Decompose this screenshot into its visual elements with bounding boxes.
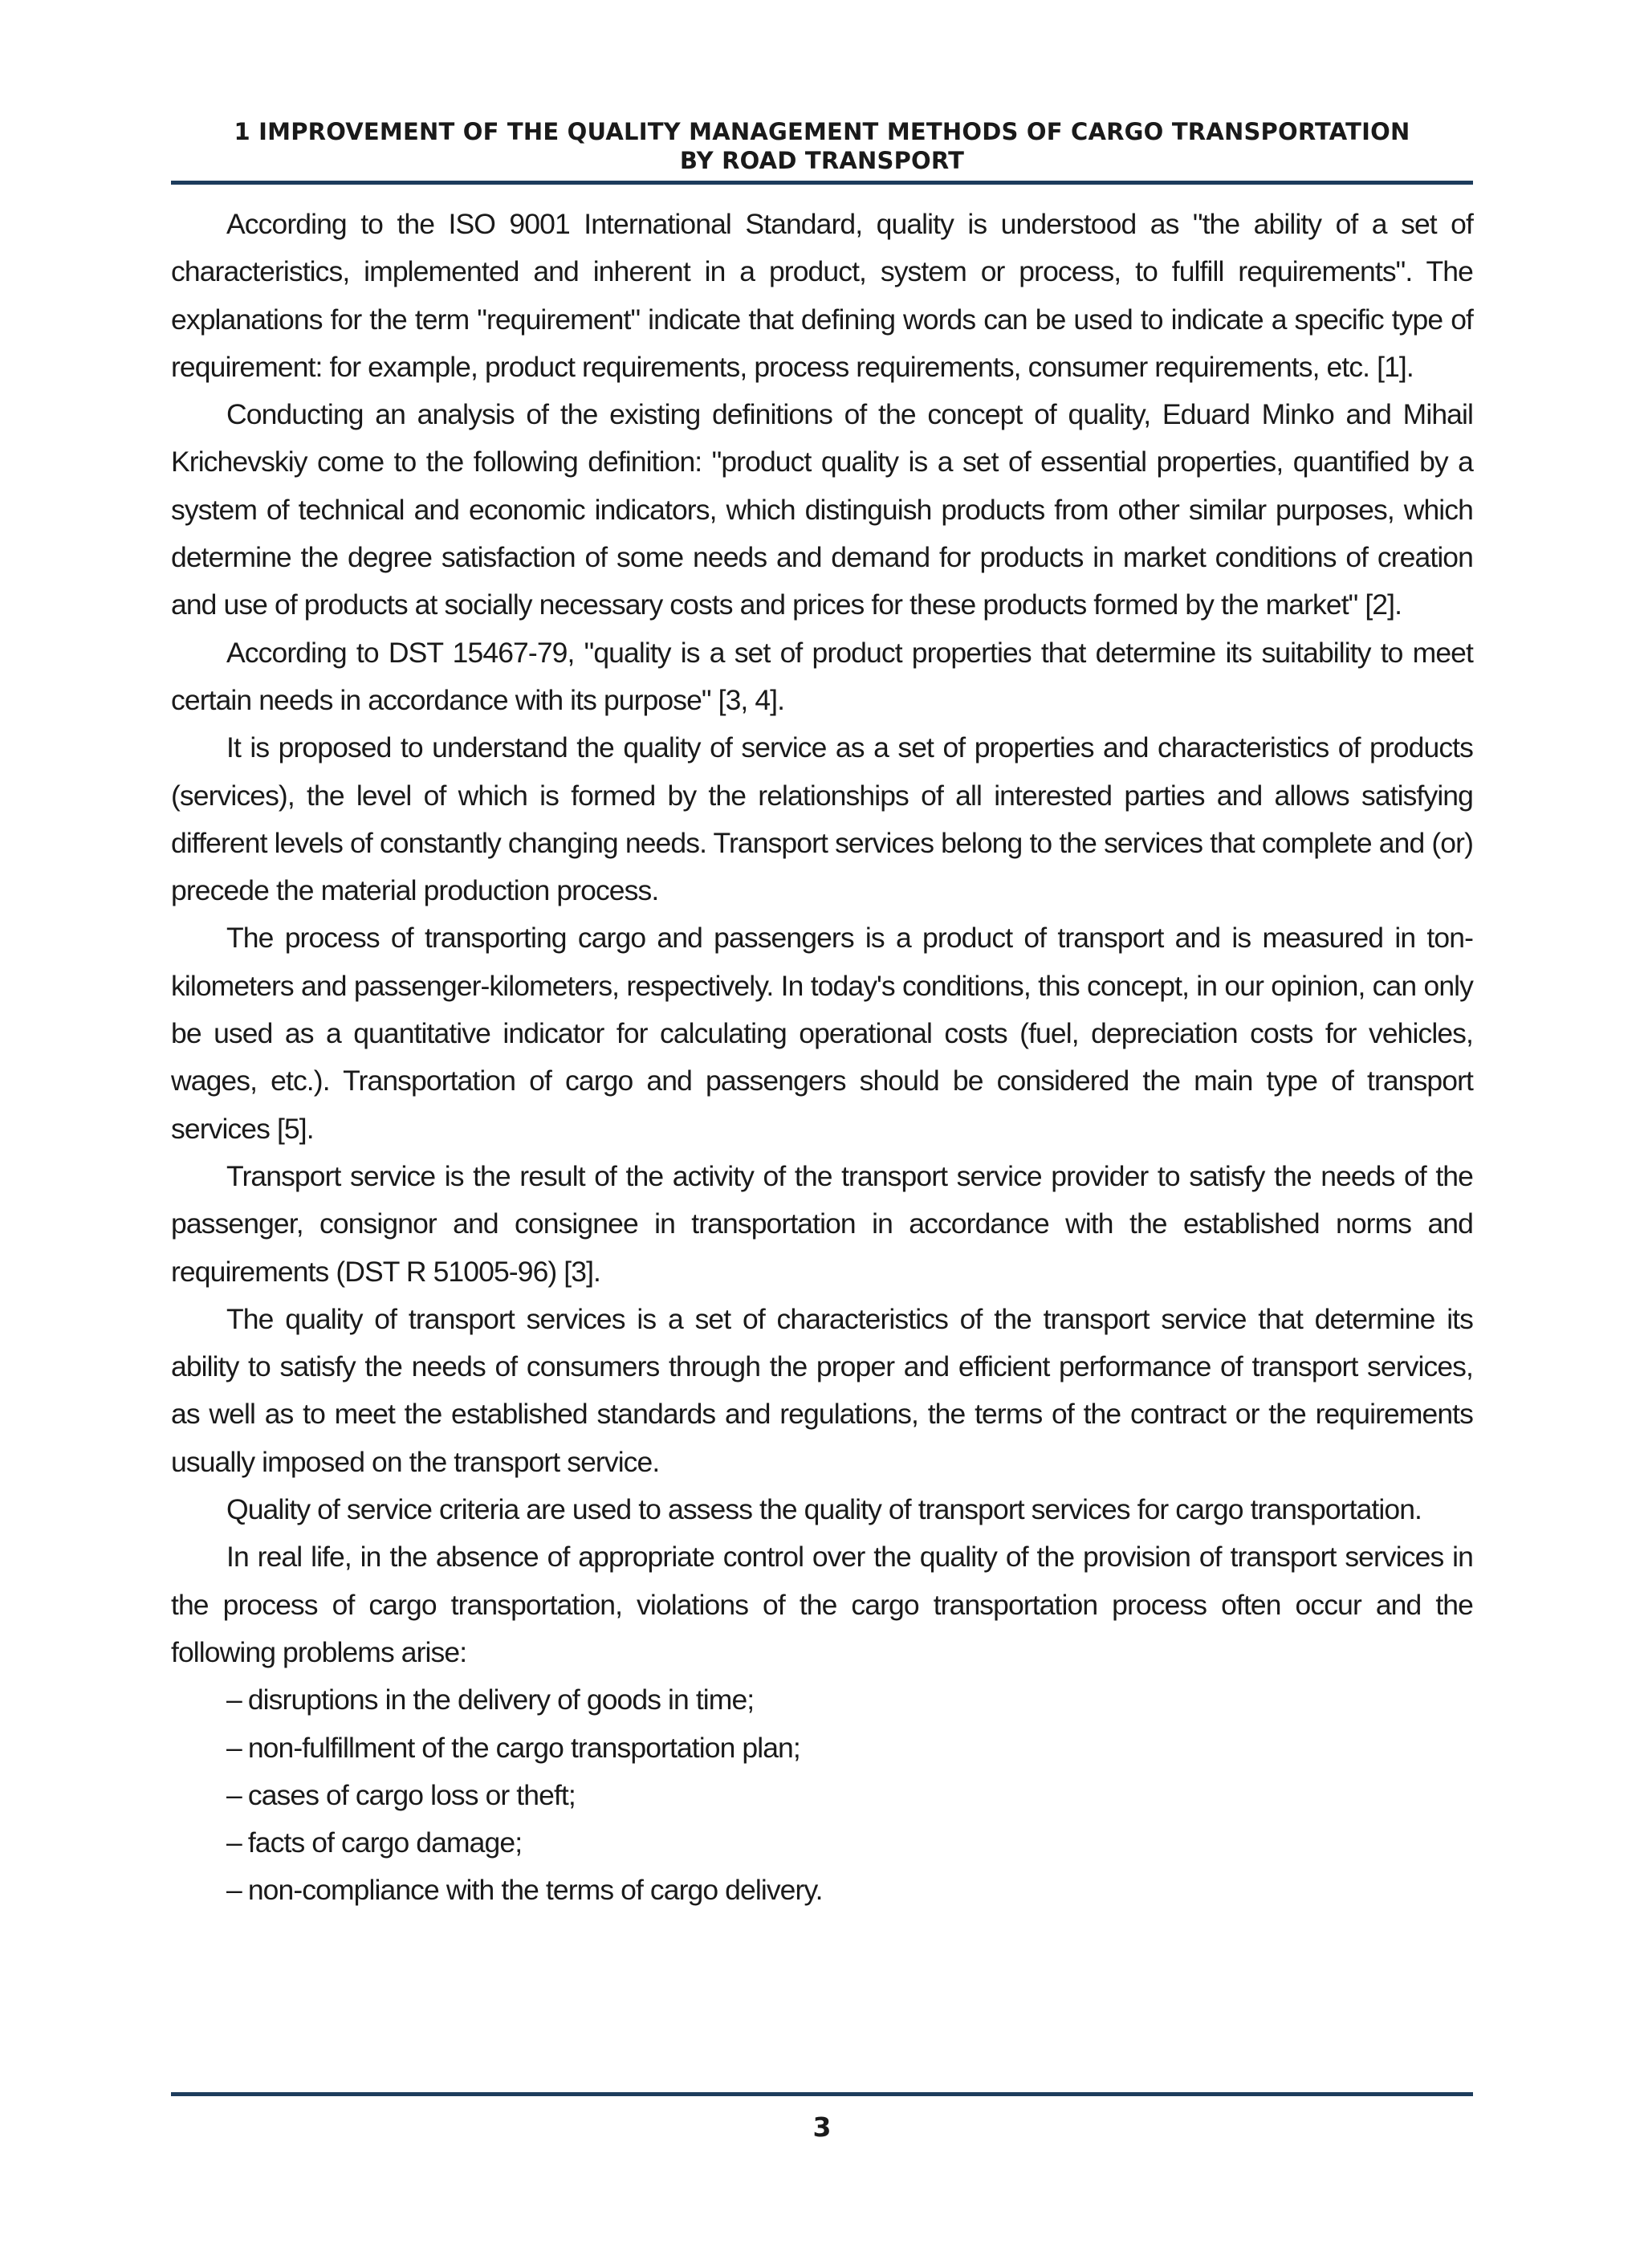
list-item <box>226 1772 1473 1819</box>
list-dash: – <box>226 1778 242 1811</box>
paragraph-iso-definition: According to the ISO 9001 International Standard, quality is understood as "the ability of a set of characteristics, implemented and inherent in a product, system or process, to fulfill requirements". The explanations for the term "requirement" indicate that defining words can be used to indicate a specific type of requirement: for example, product requirements, process requirements, consumer requirements, etc. [1]. <box>171 208 1473 383</box>
paragraph-transport-quality: The quality of transport services is a set of characteristics of the transport service that determine its ability to satisfy the needs of consumers through the proper and efficient performance of transport services, as well as to meet the established standards and regulations, the terms of the contract or the requirements usually imposed on the transport service. <box>171 1302 1473 1478</box>
page-number: 3 <box>812 2111 832 2143</box>
paragraph-quality-of-service: It is proposed to understand the quality of service as a set of properties and characteristics of products (services), the level of which is formed by the relationships of all interested parties and allows satisfying different levels of constantly changing needs. Transport services belong to the services that complete and (or) precede the material production process. <box>171 731 1473 907</box>
running-header <box>171 117 1473 175</box>
list-dash: – <box>226 1731 242 1764</box>
body-text <box>171 201 1473 1915</box>
list-item <box>226 1819 1473 1867</box>
footer-divider <box>171 2092 1473 2096</box>
list-item-text: cases of cargo loss or theft; <box>247 1778 576 1811</box>
list-item-text: non-fulfillment of the cargo transportation plan; <box>247 1731 800 1764</box>
list-item-text: disruptions in the delivery of goods in time; <box>247 1684 755 1716</box>
list-item <box>226 1867 1473 1914</box>
paragraph-real-life-problems: In real life, in the absence of appropriate control over the quality of the provision of transport services in the process of cargo transportation, violations of the cargo transportation process often occur and the following problems arise: <box>171 1541 1473 1668</box>
header-divider <box>171 181 1473 185</box>
running-header-line-2: BY ROAD TRANSPORT <box>679 147 965 174</box>
running-header-line-1: 1 IMPROVEMENT OF THE QUALITY MANAGEMENT METHODS OF CARGO TRANSPORTATION <box>234 118 1410 145</box>
list-item-text: non-compliance with the terms of cargo delivery. <box>247 1874 823 1907</box>
list-dash: – <box>226 1684 242 1716</box>
list-item <box>226 1724 1473 1772</box>
problems-list <box>171 1676 1473 1914</box>
paragraph-dst-definition: According to DST 15467-79, "quality is a set of product properties that determine its suitability to meet certain needs in accordance with its purpose" [3, 4]. <box>171 636 1473 716</box>
list-item <box>226 1676 1473 1724</box>
paragraph-transport-process: The process of transporting cargo and passengers is a product of transport and is measured in ton-kilometers and passenger-kilometers, respectively. In today's conditions, this concept, in our opinion, can only be used as a quantitative indicator for calculating operational costs (fuel, depreciation costs for vehicles, wages, etc.). Transportation of cargo and passengers should be considered the main type of transport services [5]. <box>171 922 1473 1145</box>
paragraph-minko-definition: Conducting an analysis of the existing definitions of the concept of quality, Eduard Minko and Mihail Krichevskiy come to the following definition: "product quality is a set of essential properties, quantified by a system of technical and economic indicators, which distinguish products from other similar purposes, which determine the degree satisfaction of some needs and demand for products in market conditions of creation and use of products at socially necessary costs and prices for these products formed by the market" [2]. <box>171 398 1473 621</box>
paragraph-transport-service: Transport service is the result of the activity of the transport service provider to satisfy the needs of the passenger, consignor and consignee in transportation in accordance with the established norms and requirements (DST R 51005-96) [3]. <box>171 1159 1473 1288</box>
list-dash: – <box>226 1874 242 1907</box>
list-item-text: facts of cargo damage; <box>247 1826 523 1859</box>
paragraph-quality-criteria: Quality of service criteria are used to assess the quality of transport services for cargo transportation. <box>226 1493 1422 1526</box>
list-dash: – <box>226 1826 242 1859</box>
